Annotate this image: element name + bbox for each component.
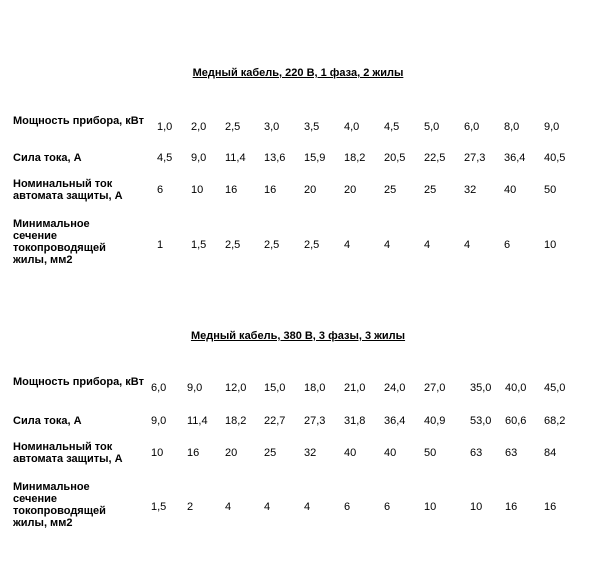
table-1-cell-r4-c10: 6 (504, 239, 511, 251)
table-2-row-4-label: Минимальное сечение токопроводящей жилы, мм2 (13, 481, 106, 529)
table-1-cell-r1-c11: 9,0 (544, 121, 560, 133)
table-1-cell-r3-c2: 10 (191, 184, 204, 196)
table-2-cell-r1-c4: 15,0 (264, 382, 286, 394)
table-2-cell-r2-c9: 53,0 (470, 415, 492, 427)
table-1-cell-r3-c6: 20 (344, 184, 357, 196)
table-1-cell-r1-c3: 2,5 (225, 121, 241, 133)
table-2-cell-r3-c10: 63 (505, 447, 518, 459)
table-2-cell-r4-c9: 10 (470, 501, 483, 513)
table-1-cell-r4-c11: 10 (544, 239, 557, 251)
table-1-cell-r2-c2: 9,0 (191, 152, 207, 164)
table-2-cell-r4-c11: 16 (544, 501, 557, 513)
table-1-row-3-label: Номинальный ток автомата защиты, А (13, 178, 123, 202)
table-1-cell-r3-c4: 16 (264, 184, 277, 196)
table-1-cell-r2-c5: 15,9 (304, 152, 326, 164)
table-1-title: Медный кабель, 220 В, 1 фаза, 2 жилы (192, 67, 404, 79)
table-1-cell-r1-c2: 2,0 (191, 121, 207, 133)
table-2-cell-r3-c11: 84 (544, 447, 557, 459)
table-1-cell-r4-c2: 1,5 (191, 239, 207, 251)
table-2-cell-r4-c2: 2 (187, 501, 194, 513)
table-2-cell-r2-c4: 22,7 (264, 415, 286, 427)
table-2-cell-r1-c5: 18,0 (304, 382, 326, 394)
table-2-cell-r3-c6: 40 (344, 447, 357, 459)
table-1-cell-r3-c11: 50 (544, 184, 557, 196)
table-1-cell-r1-c10: 8,0 (504, 121, 520, 133)
table-2-cell-r4-c5: 4 (304, 501, 311, 513)
table-2-cell-r4-c4: 4 (264, 501, 271, 513)
table-1-cell-r1-c6: 4,0 (344, 121, 360, 133)
table-2-cell-r3-c8: 50 (424, 447, 437, 459)
table-2-cell-r4-c3: 4 (225, 501, 232, 513)
table-1-cell-r1-c5: 3,5 (304, 121, 320, 133)
table-2-row-1-label: Мощность прибора, кВт (13, 376, 144, 388)
table-2-cell-r1-c1: 6,0 (151, 382, 167, 394)
table-2-cell-r4-c8: 10 (424, 501, 437, 513)
table-1-cell-r4-c3: 2,5 (225, 239, 241, 251)
table-2-title: Медный кабель, 380 В, 3 фазы, 3 жилы (190, 330, 406, 342)
table-1-cell-r2-c8: 22,5 (424, 152, 446, 164)
table-2-cell-r2-c2: 11,4 (187, 415, 208, 427)
table-2-row-2-label: Сила тока, А (13, 415, 82, 427)
table-2-row-3-label: Номинальный ток автомата защиты, А (13, 441, 123, 465)
table-1-cell-r4-c6: 4 (344, 239, 351, 251)
table-1-cell-r2-c4: 13,6 (264, 152, 286, 164)
table-2-cell-r2-c1: 9,0 (151, 415, 167, 427)
table-2-cell-r1-c3: 12,0 (225, 382, 247, 394)
table-2-cell-r1-c10: 40,0 (505, 382, 527, 394)
table-2-cell-r2-c11: 68,2 (544, 415, 566, 427)
table-2-cell-r3-c5: 32 (304, 447, 317, 459)
table-2-cell-r2-c5: 27,3 (304, 415, 326, 427)
table-1-cell-r4-c4: 2,5 (264, 239, 280, 251)
table-2-cell-r4-c7: 6 (384, 501, 391, 513)
table-1-cell-r2-c3: 11,4 (225, 152, 246, 164)
table-2-cell-r3-c2: 16 (187, 447, 200, 459)
table-2-cell-r3-c1: 10 (151, 447, 164, 459)
table-2-cell-r2-c8: 40,9 (424, 415, 446, 427)
table-2-cell-r4-c1: 1,5 (151, 501, 167, 513)
table-2-cell-r2-c7: 36,4 (384, 415, 406, 427)
table-1-cell-r2-c10: 36,4 (504, 152, 526, 164)
table-2-cell-r1-c11: 45,0 (544, 382, 566, 394)
table-2-cell-r2-c3: 18,2 (225, 415, 247, 427)
table-1-cell-r2-c11: 40,5 (544, 152, 566, 164)
table-2-cell-r3-c9: 63 (470, 447, 483, 459)
table-2-cell-r3-c4: 25 (264, 447, 277, 459)
table-1-cell-r4-c9: 4 (464, 239, 471, 251)
table-1-cell-r1-c1: 1,0 (157, 121, 173, 133)
table-1-cell-r4-c5: 2,5 (304, 239, 320, 251)
table-1-cell-r3-c9: 32 (464, 184, 477, 196)
table-2-cell-r1-c9: 35,0 (470, 382, 492, 394)
table-2-cell-r3-c7: 40 (384, 447, 397, 459)
table-1-row-1-label: Мощность прибора, кВт (13, 115, 144, 127)
table-1-cell-r1-c8: 5,0 (424, 121, 440, 133)
table-2-cell-r4-c10: 16 (505, 501, 518, 513)
table-1-cell-r1-c4: 3,0 (264, 121, 280, 133)
table-1-cell-r4-c7: 4 (384, 239, 391, 251)
table-1-cell-r3-c1: 6 (157, 184, 164, 196)
table-2-cell-r1-c2: 9,0 (187, 382, 203, 394)
table-1-cell-r3-c8: 25 (424, 184, 437, 196)
table-1-cell-r2-c6: 18,2 (344, 152, 366, 164)
table-2-cell-r3-c3: 20 (225, 447, 238, 459)
table-1-cell-r1-c9: 6,0 (464, 121, 480, 133)
table-2-cell-r2-c6: 31,8 (344, 415, 366, 427)
table-2-cell-r1-c7: 24,0 (384, 382, 406, 394)
table-1-cell-r3-c7: 25 (384, 184, 397, 196)
table-1-row-2-label: Сила тока, А (13, 152, 82, 164)
table-2-cell-r1-c6: 21,0 (344, 382, 366, 394)
table-1-cell-r3-c5: 20 (304, 184, 317, 196)
table-1-cell-r4-c1: 1 (157, 239, 164, 251)
table-2-cell-r4-c6: 6 (344, 501, 351, 513)
table-1-cell-r2-c7: 20,5 (384, 152, 406, 164)
table-1-cell-r1-c7: 4,5 (384, 121, 400, 133)
table-1-cell-r3-c3: 16 (225, 184, 238, 196)
table-1-cell-r2-c9: 27,3 (464, 152, 486, 164)
table-1-row-4-label: Минимальное сечение токопроводящей жилы, мм2 (13, 218, 106, 266)
table-1-cell-r4-c8: 4 (424, 239, 431, 251)
table-1-cell-r3-c10: 40 (504, 184, 517, 196)
table-2-cell-r1-c8: 27,0 (424, 382, 446, 394)
table-2-cell-r2-c10: 60,6 (505, 415, 527, 427)
table-1-cell-r2-c1: 4,5 (157, 152, 173, 164)
